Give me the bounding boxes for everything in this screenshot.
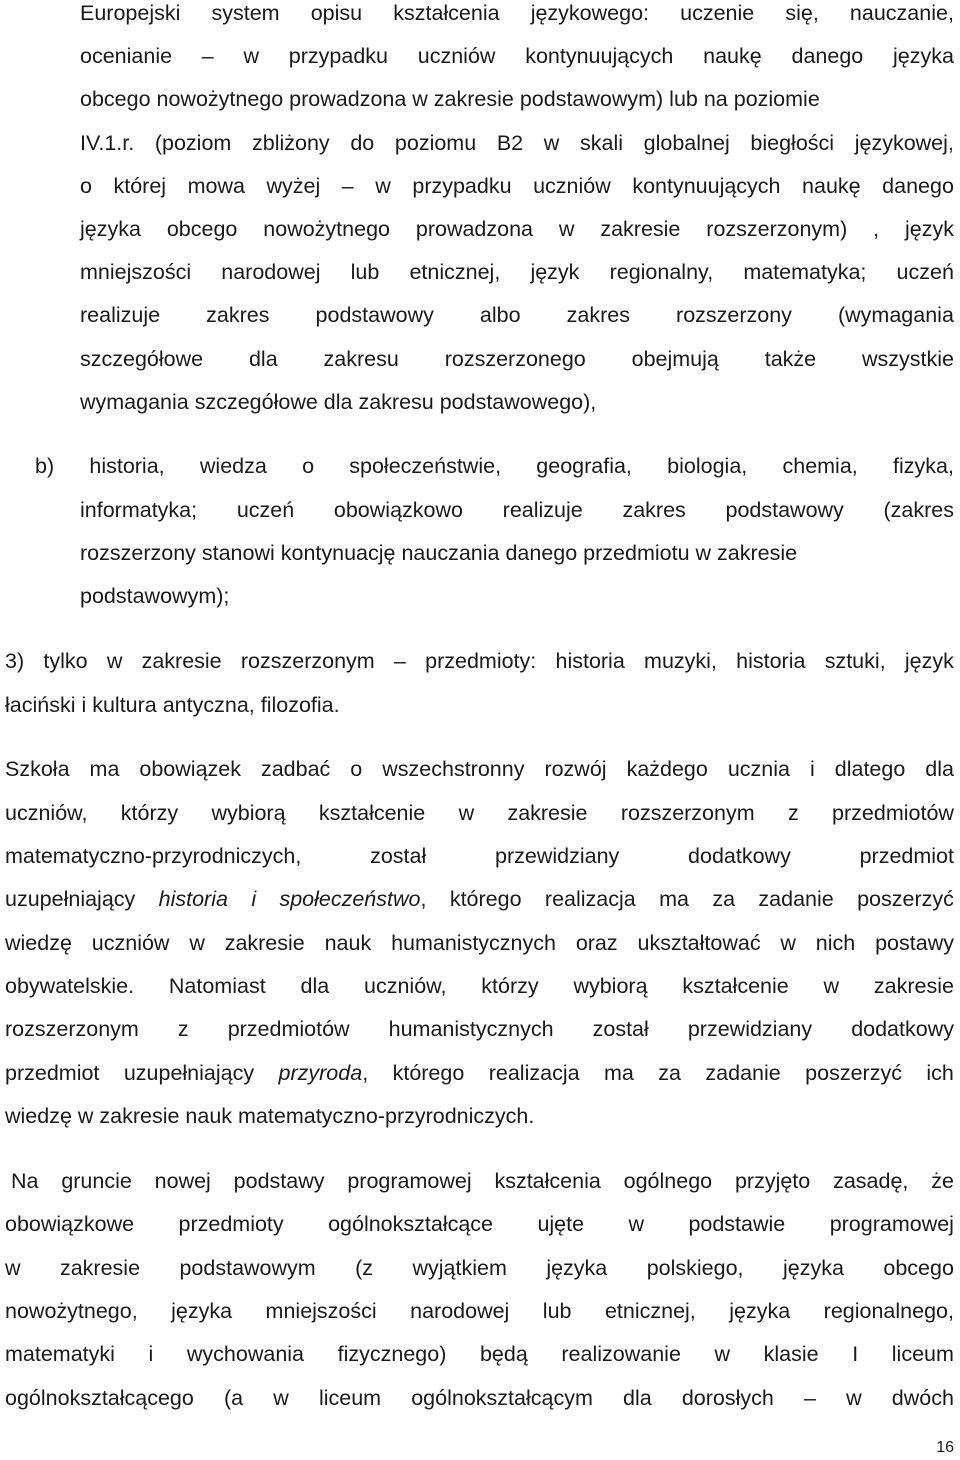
- text-line: [5, 648, 954, 674]
- word: i: [251, 887, 257, 911]
- text-line: obcego nowożytnego prowadzona w zakresie podstawowym) lub na poziomie: [80, 87, 820, 111]
- word: wybiorą: [573, 974, 648, 998]
- word: ma: [89, 757, 120, 781]
- word: Szkoła: [5, 757, 70, 781]
- text-line: [5, 756, 954, 782]
- word: do: [350, 131, 375, 155]
- word: w: [543, 131, 560, 155]
- word: zadbać: [260, 757, 331, 781]
- text-line: [5, 1060, 954, 1086]
- word: obejmują: [631, 347, 719, 371]
- word: oraz: [575, 931, 618, 955]
- word: matematyczno-przyrodniczych,: [5, 844, 302, 868]
- word: system: [211, 1, 280, 25]
- word: uczniów,: [5, 801, 88, 825]
- word: z: [177, 1017, 189, 1041]
- word: matematyka;: [743, 260, 867, 284]
- word: klasie: [763, 1342, 819, 1366]
- word: że: [931, 1169, 954, 1193]
- word: będą: [479, 1342, 528, 1366]
- word: (a: [224, 1386, 244, 1410]
- word: zakres: [622, 498, 686, 522]
- text-line: [5, 886, 954, 912]
- word: globalnej: [643, 131, 730, 155]
- word: rozszerzonym): [706, 217, 848, 241]
- word: przyjęto: [734, 1169, 811, 1193]
- text-line: [5, 800, 954, 826]
- word: w: [846, 1386, 862, 1410]
- text-line: [80, 0, 954, 26]
- word: w: [780, 931, 796, 955]
- word: danego: [791, 44, 864, 68]
- word: której: [113, 174, 167, 198]
- word: obowiązkowe: [5, 1212, 135, 1236]
- word: języka: [782, 1256, 844, 1280]
- word: zakresie: [600, 217, 681, 241]
- text-line: [5, 1298, 954, 1324]
- word: przyroda,: [278, 1061, 369, 1085]
- word: uczenie: [680, 1, 755, 25]
- word: –: [393, 649, 406, 673]
- word: wszechstronny: [382, 757, 525, 781]
- word: się,: [785, 1, 819, 25]
- word: zakresie: [59, 1256, 141, 1280]
- word: –: [201, 44, 214, 68]
- word: obywatelskie.: [5, 974, 135, 998]
- page-number: 16: [936, 1439, 954, 1456]
- word: humanistycznych: [388, 1017, 554, 1041]
- word: mniejszości: [80, 260, 192, 284]
- word: językowej,: [854, 131, 954, 155]
- text-line: [80, 497, 954, 523]
- word: skali: [579, 131, 623, 155]
- word: uzupełniający: [5, 887, 136, 911]
- text-line: [11, 1168, 954, 1194]
- word: uczeń: [236, 498, 295, 522]
- word: b): [35, 454, 55, 478]
- word: nauczanie,: [849, 1, 954, 25]
- word: dodatkowy: [851, 1017, 954, 1041]
- word: wszystkie: [862, 347, 954, 371]
- word: rozszerzonym: [620, 801, 755, 825]
- word: etnicznej,: [409, 260, 501, 284]
- word: zakresie: [873, 974, 954, 998]
- word: ogólnokształcącego: [5, 1386, 194, 1410]
- text-line: [5, 973, 954, 999]
- word: przypadku: [288, 44, 388, 68]
- word: I: [852, 1342, 859, 1366]
- word: realizowanie: [561, 1342, 681, 1366]
- word: informatyka;: [80, 498, 198, 522]
- word: –: [804, 1386, 816, 1410]
- word: –: [341, 174, 354, 198]
- text-line: wymagania szczegółowe dla zakresu podstawowego),: [80, 390, 597, 414]
- word: wyżej: [266, 174, 321, 198]
- word: każdego: [626, 757, 708, 781]
- word: dodatkowy: [688, 844, 791, 868]
- word: dla: [925, 757, 954, 781]
- word: ogólnokształcącym: [411, 1386, 593, 1410]
- text-line: [80, 43, 954, 69]
- word: narodowej: [410, 1299, 510, 1323]
- word: obcego: [883, 1256, 954, 1280]
- word: zakres: [206, 303, 270, 327]
- word: IV.1.r.: [80, 131, 135, 155]
- word: którego: [392, 1061, 465, 1085]
- word: historia: [736, 649, 806, 673]
- word: programowej: [347, 1169, 472, 1193]
- word: (wymagania: [838, 303, 954, 327]
- word: w: [106, 649, 123, 673]
- word: realizacja: [488, 1061, 580, 1085]
- word: przedmiotów: [227, 1017, 350, 1041]
- word: etnicznej,: [604, 1299, 696, 1323]
- word: przedmiotów: [832, 801, 954, 825]
- word: nowożytnego: [263, 217, 390, 241]
- word: uczniów: [91, 931, 170, 955]
- word: wybiorą: [211, 801, 286, 825]
- word: wychowania: [186, 1342, 305, 1366]
- word: poszerzyć: [805, 1061, 902, 1085]
- word: muzyki,: [644, 649, 717, 673]
- word: chemia,: [782, 454, 858, 478]
- word: także: [764, 347, 817, 371]
- word: narodowej: [221, 260, 321, 284]
- text-line: [5, 843, 954, 869]
- word: obcego: [166, 217, 238, 241]
- word: podstawy: [233, 1169, 325, 1193]
- word: w: [273, 1386, 289, 1410]
- word: zakresu: [323, 347, 399, 371]
- word: ,: [873, 217, 880, 241]
- word: ogólnego: [623, 1169, 713, 1193]
- word: dorosłych: [681, 1386, 774, 1410]
- word: społeczeństwo,: [279, 887, 427, 911]
- word: (z: [355, 1256, 374, 1280]
- word: został: [370, 844, 427, 868]
- word: przedmioty: [178, 1212, 284, 1236]
- word: kształcenia: [494, 1169, 601, 1193]
- word: Europejski: [80, 1, 181, 25]
- word: w: [714, 1342, 731, 1366]
- word: którzy: [481, 974, 539, 998]
- word: mniejszości: [265, 1299, 377, 1323]
- text-line: rozszerzony stanowi kontynuację nauczania danego przedmiotu w zakresie: [80, 541, 798, 565]
- word: opisu: [310, 1, 363, 25]
- word: sztuki,: [824, 649, 886, 673]
- word: rozszerzonego: [444, 347, 586, 371]
- word: i: [809, 757, 815, 781]
- word: zadanie: [705, 1061, 781, 1085]
- text-line: [80, 302, 954, 328]
- word: regionalny,: [609, 260, 714, 284]
- word: o: [350, 757, 363, 781]
- word: kształcenie: [682, 974, 789, 998]
- word: językowego:: [530, 1, 650, 25]
- word: język: [904, 649, 954, 673]
- word: (poziom: [154, 131, 232, 155]
- text-line: [5, 1016, 954, 1042]
- word: kontynuujących: [632, 174, 781, 198]
- word: realizuje: [502, 498, 583, 522]
- word: język: [530, 260, 580, 284]
- word: ucznia: [727, 757, 790, 781]
- word: za: [658, 1061, 681, 1085]
- word: ogólnokształcące: [328, 1212, 494, 1236]
- word: poziomu: [394, 131, 477, 155]
- word: w: [243, 44, 260, 68]
- word: liceum: [891, 1342, 954, 1366]
- word: humanistycznych: [391, 931, 556, 955]
- word: matematyki: [5, 1342, 115, 1366]
- word: realizacja: [544, 887, 636, 911]
- word: za: [712, 887, 736, 911]
- word: zbliżony: [251, 131, 330, 155]
- word: zakresie: [141, 649, 222, 673]
- word: albo: [479, 303, 521, 327]
- word: podstawowy: [315, 303, 434, 327]
- word: w: [823, 974, 840, 998]
- word: uczniów,: [364, 974, 447, 998]
- text-line: [80, 259, 954, 285]
- word: liceum: [318, 1386, 382, 1410]
- text-line: [80, 173, 954, 199]
- word: nowożytnego,: [5, 1299, 138, 1323]
- word: danego: [882, 174, 954, 198]
- word: nich: [815, 931, 856, 955]
- word: przewidziany: [495, 844, 620, 868]
- word: historia: [158, 887, 228, 911]
- word: został: [592, 1017, 649, 1041]
- word: ujęte: [537, 1212, 585, 1236]
- word: przypadku: [412, 174, 512, 198]
- word: zadanie: [758, 887, 834, 911]
- word: zasadę,: [833, 1169, 909, 1193]
- word: podstawowym: [179, 1256, 316, 1280]
- word: rozszerzony: [676, 303, 792, 327]
- word: Natomiast: [168, 974, 266, 998]
- word: poszerzyć: [857, 887, 954, 911]
- word: kształcenie: [318, 801, 426, 825]
- word: kształcenia: [393, 1, 500, 25]
- word: dwóch: [891, 1386, 954, 1410]
- word: Na: [11, 1169, 39, 1193]
- word: wiedzę: [5, 931, 72, 955]
- word: podstawowy: [725, 498, 844, 522]
- text-line: [5, 930, 954, 956]
- text-line: [80, 346, 954, 372]
- word: gruncie: [61, 1169, 132, 1193]
- text-line: [80, 216, 954, 242]
- word: historia,: [89, 454, 165, 478]
- word: dla: [623, 1386, 652, 1410]
- word: wiedza: [199, 454, 267, 478]
- word: o: [80, 174, 92, 198]
- word: w: [375, 174, 391, 198]
- word: geografia,: [536, 454, 632, 478]
- word: biologia,: [667, 454, 748, 478]
- text-line: [5, 1255, 954, 1281]
- text-line: [35, 453, 954, 479]
- word: ma: [603, 1061, 634, 1085]
- word: realizuje: [80, 303, 161, 327]
- word: którzy: [120, 801, 179, 825]
- word: nauk: [324, 931, 372, 955]
- word: postawy: [875, 931, 954, 955]
- text-line: [5, 1211, 954, 1237]
- word: ocenianie: [80, 44, 173, 68]
- word: naukę: [703, 44, 762, 68]
- word: prowadzona: [415, 217, 534, 241]
- word: uczniów: [533, 174, 611, 198]
- word: (zakres: [883, 498, 954, 522]
- word: obowiązkowo: [333, 498, 463, 522]
- word: B2: [496, 131, 524, 155]
- word: dla: [248, 347, 278, 371]
- word: obowiązek: [139, 757, 241, 781]
- word: fizycznego): [337, 1342, 447, 1366]
- word: uczeń: [896, 260, 954, 284]
- word: uzupełniający: [123, 1061, 255, 1085]
- word: wyjątkiem: [412, 1256, 507, 1280]
- word: zakresie: [224, 931, 305, 955]
- word: przewidziany: [687, 1017, 813, 1041]
- text-line: łaciński i kultura antyczna, filozofia.: [5, 693, 340, 717]
- word: język: [905, 217, 954, 241]
- word: rozszerzonym: [5, 1017, 139, 1041]
- word: fizyka,: [893, 454, 954, 478]
- word: naukę: [802, 174, 861, 198]
- word: zakres: [566, 303, 630, 327]
- word: dla: [300, 974, 330, 998]
- word: tylko: [43, 649, 88, 673]
- word: regionalnego,: [823, 1299, 954, 1323]
- word: w: [558, 217, 575, 241]
- word: nowej: [154, 1169, 211, 1193]
- word: ukształtować: [637, 931, 761, 955]
- word: i: [148, 1342, 154, 1366]
- word: biegłości: [750, 131, 835, 155]
- word: przedmiot: [859, 844, 954, 868]
- text-line: [5, 1385, 954, 1411]
- word: przedmiot: [5, 1061, 100, 1085]
- word: języka: [892, 44, 954, 68]
- word: w: [189, 931, 205, 955]
- word: w: [628, 1212, 645, 1236]
- word: z: [787, 801, 799, 825]
- word: uczniów: [417, 44, 496, 68]
- word: społeczeństwie,: [349, 454, 502, 478]
- text-line: podstawowym);: [80, 584, 230, 608]
- text-line: [80, 130, 954, 156]
- word: rozwój: [544, 757, 607, 781]
- word: podstawie: [688, 1212, 786, 1236]
- word: dlatego: [834, 757, 906, 781]
- word: mowa: [187, 174, 245, 198]
- text-line: [5, 1341, 954, 1367]
- word: polskiego,: [646, 1256, 744, 1280]
- word: o: [302, 454, 315, 478]
- word: rozszerzonym: [240, 649, 375, 673]
- word: ich: [926, 1061, 954, 1085]
- word: historia: [555, 649, 625, 673]
- word: lub: [542, 1299, 572, 1323]
- word: ma: [659, 887, 689, 911]
- word: języka: [729, 1299, 791, 1323]
- word: języka: [171, 1299, 233, 1323]
- word: języka: [546, 1256, 608, 1280]
- word: przedmioty:: [425, 649, 537, 673]
- word: lub: [350, 260, 380, 284]
- text-line: wiedzę w zakresie nauk matematyczno-przyrodniczych.: [5, 1104, 535, 1128]
- word: kontynuujących: [525, 44, 674, 68]
- word: zakresie: [507, 801, 588, 825]
- word: w: [5, 1256, 21, 1280]
- word: 3): [5, 649, 25, 673]
- word: którego: [449, 887, 522, 911]
- word: w: [458, 801, 475, 825]
- word: języka: [80, 217, 141, 241]
- word: programowej: [829, 1212, 954, 1236]
- word: szczegółowe: [80, 347, 204, 371]
